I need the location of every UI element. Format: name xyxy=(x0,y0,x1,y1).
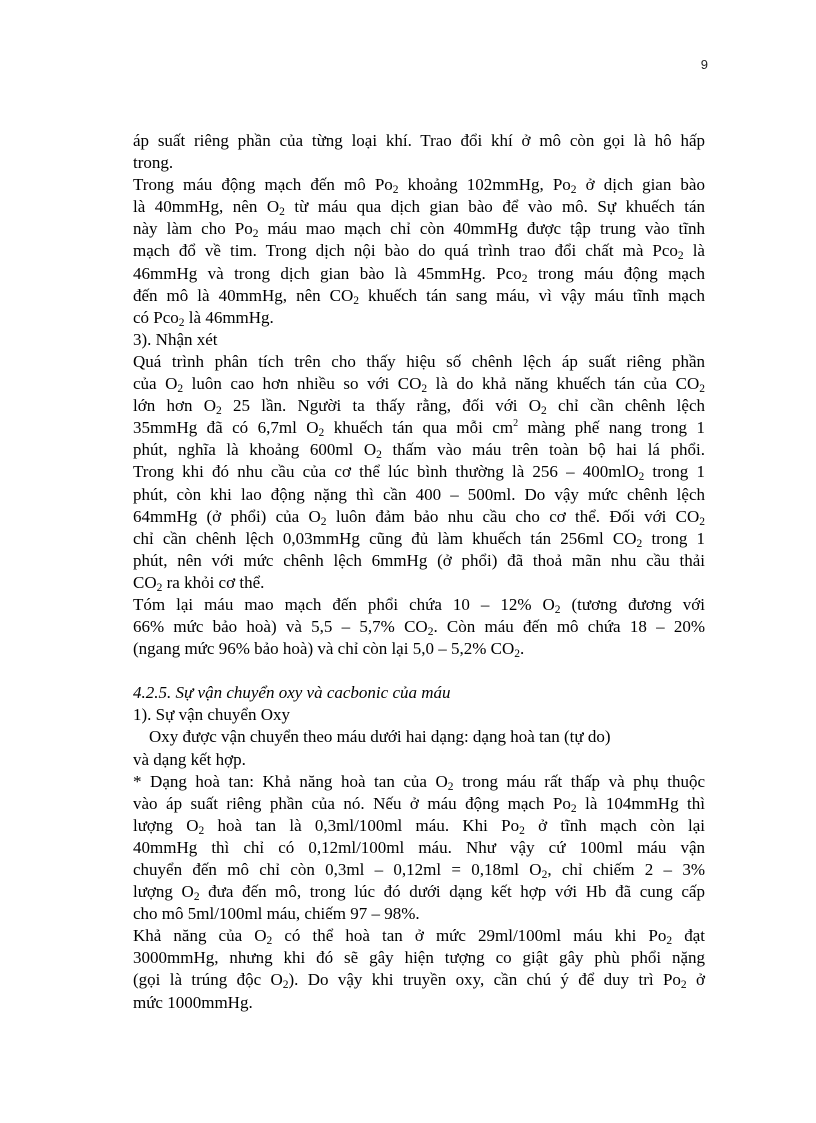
text-line: đến mô là 40mmHg, nên $CO_2$ khuếch tán sang máu, vì vậy máu tĩnh mạch xyxy=(133,285,706,307)
text-line: mạch đổ về tim. Trong dịch nội bào do quá trình trao đổi chất mà Pco$_2$ là xyxy=(133,241,705,263)
text-line: Oxy được vận chuyển theo máu dưới hai dạng: dạng hoà tan (tự do) xyxy=(149,727,611,747)
paragraph xyxy=(133,925,705,1013)
text-line: chuyển đến mô chỉ còn 0,3ml – 0,12ml = 0,18ml $O_2$, chỉ chiếm 2 – 3% xyxy=(133,860,705,881)
paragraph xyxy=(133,174,705,329)
text-line: lượng $O_2$ hoà tan là 0,3ml/100ml máu. Khi $Po_2$ ở tĩnh mạch còn lại xyxy=(133,815,705,837)
paragraph xyxy=(133,726,705,770)
text-line: có Pco$_2$ là 46mmHg. xyxy=(133,307,274,329)
section-title: 3). Nhận xét xyxy=(133,329,218,349)
text-line: Quá trình phân tích trên cho thấy hiệu số chênh lệch áp suất riêng phần xyxy=(133,351,705,371)
page-content xyxy=(133,130,705,1014)
text-line: mức 1000mmHg. xyxy=(133,992,253,1012)
text-line: phút, còn khi lao động nặng thì cần 400 – 500ml. Do vậy mức chênh lệch xyxy=(133,484,705,504)
paragraph xyxy=(133,594,705,660)
text-line: cho mô 5ml/100ml máu, chiếm 97 – 98%. xyxy=(133,904,420,924)
text-line: (gọi là trúng độc $O_2$). Do vậy khi truyền oxy, cần chú ý để duy trì $Po_2$ ở xyxy=(133,970,706,992)
section-heading: 4.2.5. Sự vận chuyển oxy và cacbonic của máu xyxy=(133,683,451,703)
text-line: trong. xyxy=(133,153,174,173)
text-line: 46mmHg và trong dịch gian bào là 45mmHg. Pco$_2$ trong máu động mạch xyxy=(133,263,706,285)
text-line: là 40mmHg, nên $O_2$ từ máu qua dịch gian bào để vào mô. Sự khuếch tán xyxy=(133,197,705,219)
text-line: vào áp suất riêng phần của nó. Nếu ở máu động mạch $Po_2$ là 104mmHg thì xyxy=(133,793,705,815)
text-line: của $O_2$ luôn cao hơn nhiều so với $CO_2$ là do khả năng khuếch tán của $CO_2$ xyxy=(133,374,705,396)
text-line: này làm cho $Po_2$ máu mao mạch chỉ còn 40mmHg được tập trung vào tĩnh xyxy=(133,219,705,241)
text-line: phút, nên với mức chênh lệch 6mmHg (ở phổi) đã thoả mãn nhu cầu thải xyxy=(133,550,705,570)
text-line: Khả năng của $O_2$ có thể hoà tan ở mức 29ml/100ml máu khi $Po_2$ đạt xyxy=(133,926,705,948)
text-line: (ngang mức 96% bảo hoà) và chỉ còn lại 5,0 – 5,2% $CO_2$. xyxy=(133,639,525,661)
paragraph xyxy=(133,130,705,174)
text-line: lớn hơn $O_2$ 25 lần. Người ta thấy rằng, đối với $O_2$ chỉ cần chênh lệch xyxy=(133,396,705,418)
text-line: Tóm lại máu mao mạch đến phổi chứa 10 – 12% $O_2$ (tương đương với xyxy=(133,594,705,616)
section-title: 1). Sự vận chuyển Oxy xyxy=(133,705,290,725)
paragraph xyxy=(133,771,705,926)
text-line: 64mmHg (ở phổi) của $O_2$ luôn đảm bảo nhu cầu cho cơ thể. Đối với $CO_2$ xyxy=(133,506,705,528)
text-line: Trong khi đó nhu cầu của cơ thể lúc bình thường là 256 – 400mlO$_2$ trong 1 xyxy=(133,462,705,484)
page-number: 9 xyxy=(700,57,708,72)
paragraph xyxy=(133,351,705,594)
text-line: 40mmHg thì chỉ có 0,12ml/100ml máu. Như vậy cứ 100ml máu vận xyxy=(133,837,705,857)
text-line: phút, nghĩa là khoảng 600ml $O_2$ thấm vào máu trên toàn bộ hai lá phổi. xyxy=(133,440,706,462)
text-line: $CO_2$ ra khỏi cơ thể. xyxy=(133,572,265,594)
text-line: chỉ cần chênh lệch 0,03mmHg cũng đủ làm khuếch tán 256ml $CO_2$ trong 1 xyxy=(133,528,705,550)
text-line: 3000mmHg, nhưng khi đó sẽ gây hiện tượng co giật gây phù phổi nặng xyxy=(133,948,705,968)
text-line: áp suất riêng phần của từng loại khí. Trao đổi khí ở mô còn gọi là hô hấp xyxy=(133,131,705,150)
text-line: và dạng kết hợp. xyxy=(133,749,246,769)
text-line: * Dạng hoà tan: Khả năng hoà tan của $O_2$ trong máu rất thấp và phụ thuộc xyxy=(133,771,705,793)
text-line: Trong máu động mạch đến mô $Po_2$ khoảng 102mmHg, $Po_2$ ở dịch gian bào xyxy=(133,175,705,197)
text-line: 35mmHg đã có 6,7ml $O_2$ khuếch tán qua mỗi $cm^2$ màng phế nang trong 1 xyxy=(133,418,705,440)
text-line: 66% mức bảo hoà) và 5,5 – 5,7% $CO_2$. Còn máu đến mô chứa 18 – 20% xyxy=(133,617,705,639)
text-line: lượng $O_2$ đưa đến mô, trong lúc đó dưới dạng kết hợp với Hb đã cung cấp xyxy=(133,882,705,904)
